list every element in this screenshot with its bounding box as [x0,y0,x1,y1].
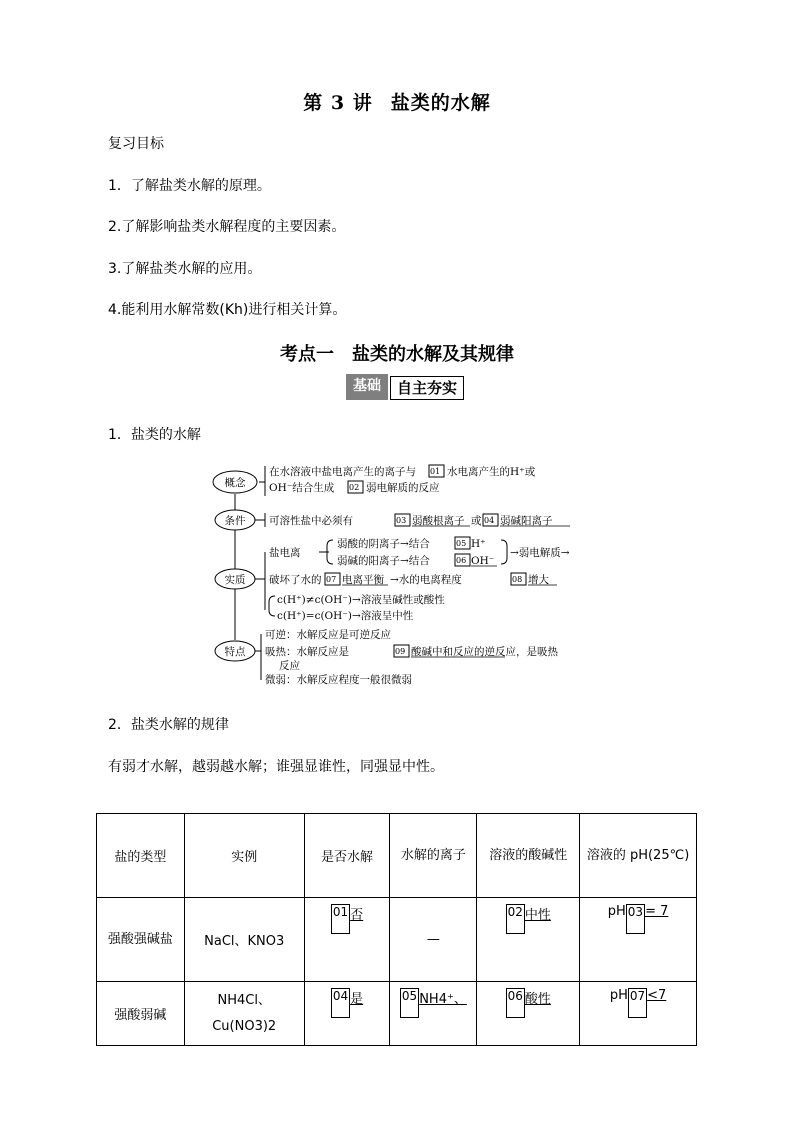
header-ion: 水解的离子 [390,814,477,898]
break-d: 增大 [528,574,549,586]
answer-text: 酸性 [524,992,551,1007]
feature-1: 可逆：水解反应是可逆反应 [265,629,391,641]
answer-box: 06 [506,988,525,1018]
essence-1b: H⁺ [471,538,486,550]
hydrolysis-rule-table [96,813,697,1046]
concept-line-1b: 水电离产生的H⁺或 [447,466,536,478]
essence-2b: OH⁻ [471,555,495,567]
title-topic: 盐类的水解 [390,92,491,114]
condition-c: 或 [471,515,482,527]
essence-2-box: 06 [456,556,467,565]
review-item-2: 2.了解影响盐类水解程度的主要因素。 [108,219,346,235]
break-b: 电离平衡 [342,574,384,586]
condition-b: 弱酸根离子 [412,515,465,527]
answer-box: 07 [628,988,647,1018]
cell-ph [580,982,697,1046]
table-row [97,982,697,1046]
break-box-1: 07 [326,575,337,584]
title-lecture: 第 3 讲 [303,92,373,114]
ph-prefix: pH [609,988,628,1003]
review-heading: 复习目标 [108,136,164,152]
break-box-2: 08 [512,575,523,584]
example-line-2: Cu(NO3)2 [212,1018,277,1034]
feature-2c: 反应 [279,660,300,672]
answer-text: 中性 [524,908,551,923]
header-salt-type: 盐的类型 [97,814,185,898]
header-acidity: 溶液的酸碱性 [477,814,580,898]
answer-text: <7 [647,988,667,1003]
cell-type: 强酸弱碱 [97,982,185,1046]
cell-ion [390,982,477,1046]
essence-2a: 弱碱的阳离子→结合 [337,555,430,567]
cell-example: NaCl、KNO3 [184,898,304,982]
subheading-2: 2．盐类水解的规律 [108,717,229,733]
essence-1a: 弱酸的阴离子→结合 [337,538,430,550]
svg-text:概念: 概念 [224,477,246,489]
essence-1-box: 05 [456,539,467,548]
salt-ionization: 盐电离 [269,547,301,559]
feature-2b: 酸碱中和反应的逆反应，是吸热 [411,646,558,658]
node-feature [215,641,255,661]
example-line-1: NH4Cl、 [217,992,271,1008]
condition-a: 可溶性盐中必须有 [269,515,353,527]
review-item-4: 4.能利用水解常数(Kh)进行相关计算。 [108,302,347,318]
badge-basic: 基础 [346,374,388,400]
header-hydrolyzes: 是否水解 [304,814,390,898]
ph-line-1: c(H⁺)≠c(OH⁻)→溶液呈碱性或酸性 [277,594,445,606]
concept-box-1: 01 [430,467,441,476]
concept-line-2a: OH⁻结合生成 [269,482,335,494]
header-example: 实例 [184,814,304,898]
break-a: 破坏了水的 [269,574,322,586]
section-badge [346,374,464,400]
cell-hydrolysis [304,898,390,982]
hydrolysis-concept-diagram [205,458,625,690]
ph-line-2: c(H⁺)=c(OH⁻)→溶液呈中性 [277,610,414,622]
break-c: →水的电离程度 [390,574,462,586]
concept-line-2b: 弱电解质的反应 [366,482,440,494]
page-title [0,88,794,115]
cell-example [184,982,304,1046]
subheading-1: 1．盐类的水解 [108,427,201,443]
review-item-1: 1．了解盐类水解的原理。 [108,178,271,194]
answer-box: 03 [626,904,645,934]
svg-text:条件: 条件 [224,515,246,527]
feature-2a: 吸热：水解反应是 [265,646,349,658]
ph-prefix: pH [607,904,626,919]
condition-box-2: 04 [484,516,495,525]
concept-line-1: 在水溶液中盐电离产生的离子与 [269,466,416,478]
condition-d: 弱碱阳离子 [500,515,553,527]
table-header-row [97,814,697,898]
answer-box: 05 [400,988,419,1018]
svg-text:特点: 特点 [224,646,246,658]
badge-self-study: 自主夯实 [390,376,464,400]
answer-box: 02 [506,904,525,934]
review-item-3: 3.了解盐类水解的应用。 [108,261,262,277]
node-condition [215,510,255,530]
answer-text: 否 [350,908,364,923]
rule-text: 有弱才水解，越弱越水解；谁强显谁性，同强显中性。 [108,759,444,775]
section-title: 考点一 盐类的水解及其规律 [280,344,514,365]
answer-box: 04 [331,988,350,1018]
cell-acidity [477,898,580,982]
weak-electrolyte: →弱电解质→ [510,547,570,559]
cell-ion: — [390,898,477,982]
cell-hydrolysis [304,982,390,1046]
feature-2-box: 09 [395,647,406,656]
table-row [97,898,697,982]
answer-text: NH4⁺、 [419,992,467,1007]
answer-text: = 7 [645,904,669,919]
feature-3: 微弱：水解反应程度一般很微弱 [265,674,412,686]
condition-box-1: 03 [396,516,407,525]
header-ph: 溶液的 pH(25℃) [580,814,697,898]
answer-text: 是 [350,992,364,1007]
answer-box: 01 [331,904,350,934]
cell-type: 强酸强碱盐 [97,898,185,982]
concept-box-2: 02 [349,483,360,492]
node-essence [215,569,255,589]
cell-acidity [477,982,580,1046]
svg-text:实质: 实质 [224,574,246,586]
node-concept [213,471,257,493]
cell-ph [580,898,697,982]
